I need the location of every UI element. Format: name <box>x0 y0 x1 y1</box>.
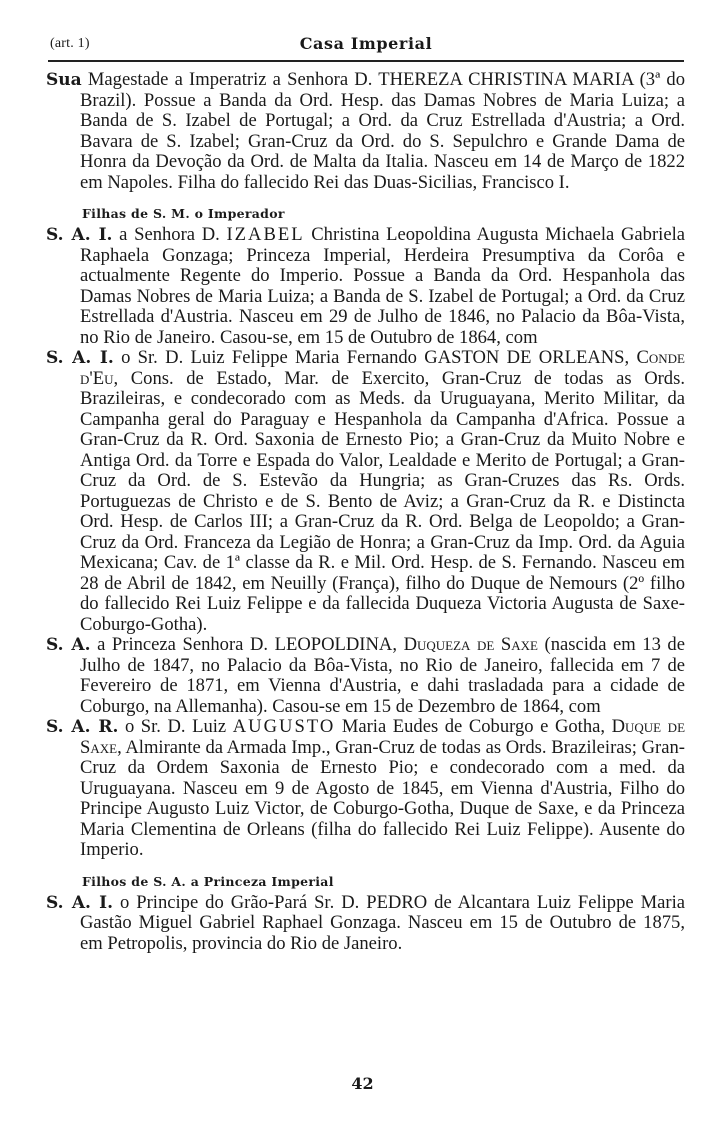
entry-lead: S. A. I. <box>46 348 114 368</box>
entry-text: a Princeza Senhora D. LEOPOLDINA, <box>90 634 404 655</box>
entry-text: o Sr. D. Luiz Felippe Maria Fernando GASTON DE ORLEANS, <box>113 347 637 368</box>
entry-leopoldina <box>40 635 685 717</box>
entry-gaston <box>40 348 685 635</box>
entry-empress <box>40 70 685 193</box>
section-heading-sons: Filhos de S. A. a Princeza Imperial <box>82 873 334 889</box>
page-title: Casa Imperial <box>299 34 433 53</box>
entry-text: Magestade a Imperatriz a Senhora D. THEREZA CHRISTINA MARIA (3ª do Brazil). Possue a Banda da Ord. Hesp. das Damas Nobres de Maria Luiza; a Banda de S. Izabel de Portugal; a Ord. da Cruz Estrellada d'Austria; a Ord. Bavara de S. Izabel; Gran-Cruz da Ord. do S. Sepulchro e Grande Dama de Honra da Devoção da Ord. de Malta da Italia. Nasceu em 14 de Março de 1822 em Napoles. Filha do fallecido Rei das Duas-Sicilias, Francisco I. <box>80 69 685 193</box>
entry-title: Duqueza de Saxe <box>403 634 538 655</box>
entry-augusto <box>40 717 685 861</box>
entry-izabel <box>40 225 685 348</box>
entry-text: a Senhora D. <box>112 224 227 245</box>
entry-title: Conde d'Eu <box>80 347 685 389</box>
section-heading-daughters: Filhas de S. M. o Imperador <box>82 206 285 221</box>
entry-lead: Sua <box>46 70 82 90</box>
entry-text: Christina Leopoldina Augusta Michaela Gabriela Raphaela Gonzaga; Princeza Imperial, Herdeira Presumptiva da Corôa e actualmente Regente do Imperio. Possue a Banda da Ord. Hespanhola das Damas Nobres de Maria Luiza; a Banda de S. Izabel de Portugal; a Ord. da Cruz Estrellada d'Austria. Nasceu em 29 de Julho de 1846, no Palacio da Bôa-Vista, no Rio de Janeiro. Casou-se, em 15 de Outubro de 1864, com <box>80 224 685 348</box>
article-reference: (art. 1) <box>50 36 90 51</box>
entry-lead: S. A. <box>46 635 91 655</box>
body-text <box>40 70 685 954</box>
running-head <box>48 34 684 60</box>
page-number: 42 <box>351 1074 374 1093</box>
header-rule <box>48 60 684 62</box>
entry-pedro <box>40 893 685 955</box>
entry-name: IZABEL <box>226 224 305 245</box>
entry-text: o Principe do Grão-Pará Sr. D. PEDRO de Alcantara Luiz Felippe Maria Gastão Miguel Gabriel Raphael Gonzaga. Nasceu em 15 de Outubro de 1875, em Petropolis, provincia do Rio de Janeiro. <box>80 891 686 954</box>
entry-text: , Almirante da Armada Imp., Gran-Cruz de todas as Ords. Brazileiras; Gran-Cruz da Ordem Saxonia de Ernesto Pio; e condecorado com a med. da Uruguayana. Nasceu em 9 de Agosto de 1845, em Vienna d'Austria, Filho do Principe Augusto Luiz Victor, de Coburgo-Gotha, Duque de Saxe, e da Princeza Maria Clementina de Orleans (filha do fallecido Rei Luiz Felippe). Ausente do Imperio. <box>80 736 685 860</box>
entry-text: Maria Eudes de Coburgo e Gotha, <box>335 716 612 737</box>
entry-lead: S. A. I. <box>46 225 113 245</box>
entry-text: (nascida em 13 de Julho de 1847, no Palacio da Bôa-Vista, no Rio de Janeiro, fallecida em 7 de Fevereiro de 1871, em Vienna d'Austria, e dahi trasladada para a cidade de Coburgo, na Allemanha). Casou-se em 15 de Dezembro de 1864, com <box>80 634 685 717</box>
entry-title: Duque de Saxe <box>80 716 686 758</box>
entry-text: o Sr. D. Luiz <box>118 716 233 737</box>
entry-lead: S. A. I. <box>46 892 114 913</box>
entry-lead: S. A. R. <box>46 717 119 737</box>
entry-text: , Cons. de Estado, Mar. de Exercito, Gran-Cruz de todas as Ords. Brazileiras, e condecorado com as Meds. da Uruguayana, Merito Militar, da Campanha geral do Paraguay e Hespanhola da Campanha d'Africa. Possue a Gran-Cruz da R. Ord. Saxonia de Ernesto Pio; a Gran-Cruz da Muito Nobre e Antiga Ord. da Torre e Espada do Valor, Lealdade e Merito de Portugal; a Gran-Cruz da Ord. de S. Estevão da Hungria; as Gran-Cruzes das Rs. Ords. Portuguezas de Christo e de S. Bento de Aviz; a Gran-Cruz da R. e Distincta Ord. Hesp. de Carlos III; a Gran-Cruz da R. Ord. Belga de Leopoldo; a Gran-Cruz da Ord. Franceza da Legião de Honra; a Gran-Cruz da Imp. Ord. da Aguia Mexicana; Cav. de 1ª classe da R. e Mil. Ord. Hesp. de S. Fernando. Nasceu em 28 de Abril de 1842, em Neuilly (França), filho do Duque de Nemours (2º filho do fallecido Rei Luiz Felippe e da fallecida Duqueza Victoria Augusta de Saxe-Coburgo-Gotha). <box>80 367 685 635</box>
entry-name: AUGUSTO <box>232 716 336 737</box>
